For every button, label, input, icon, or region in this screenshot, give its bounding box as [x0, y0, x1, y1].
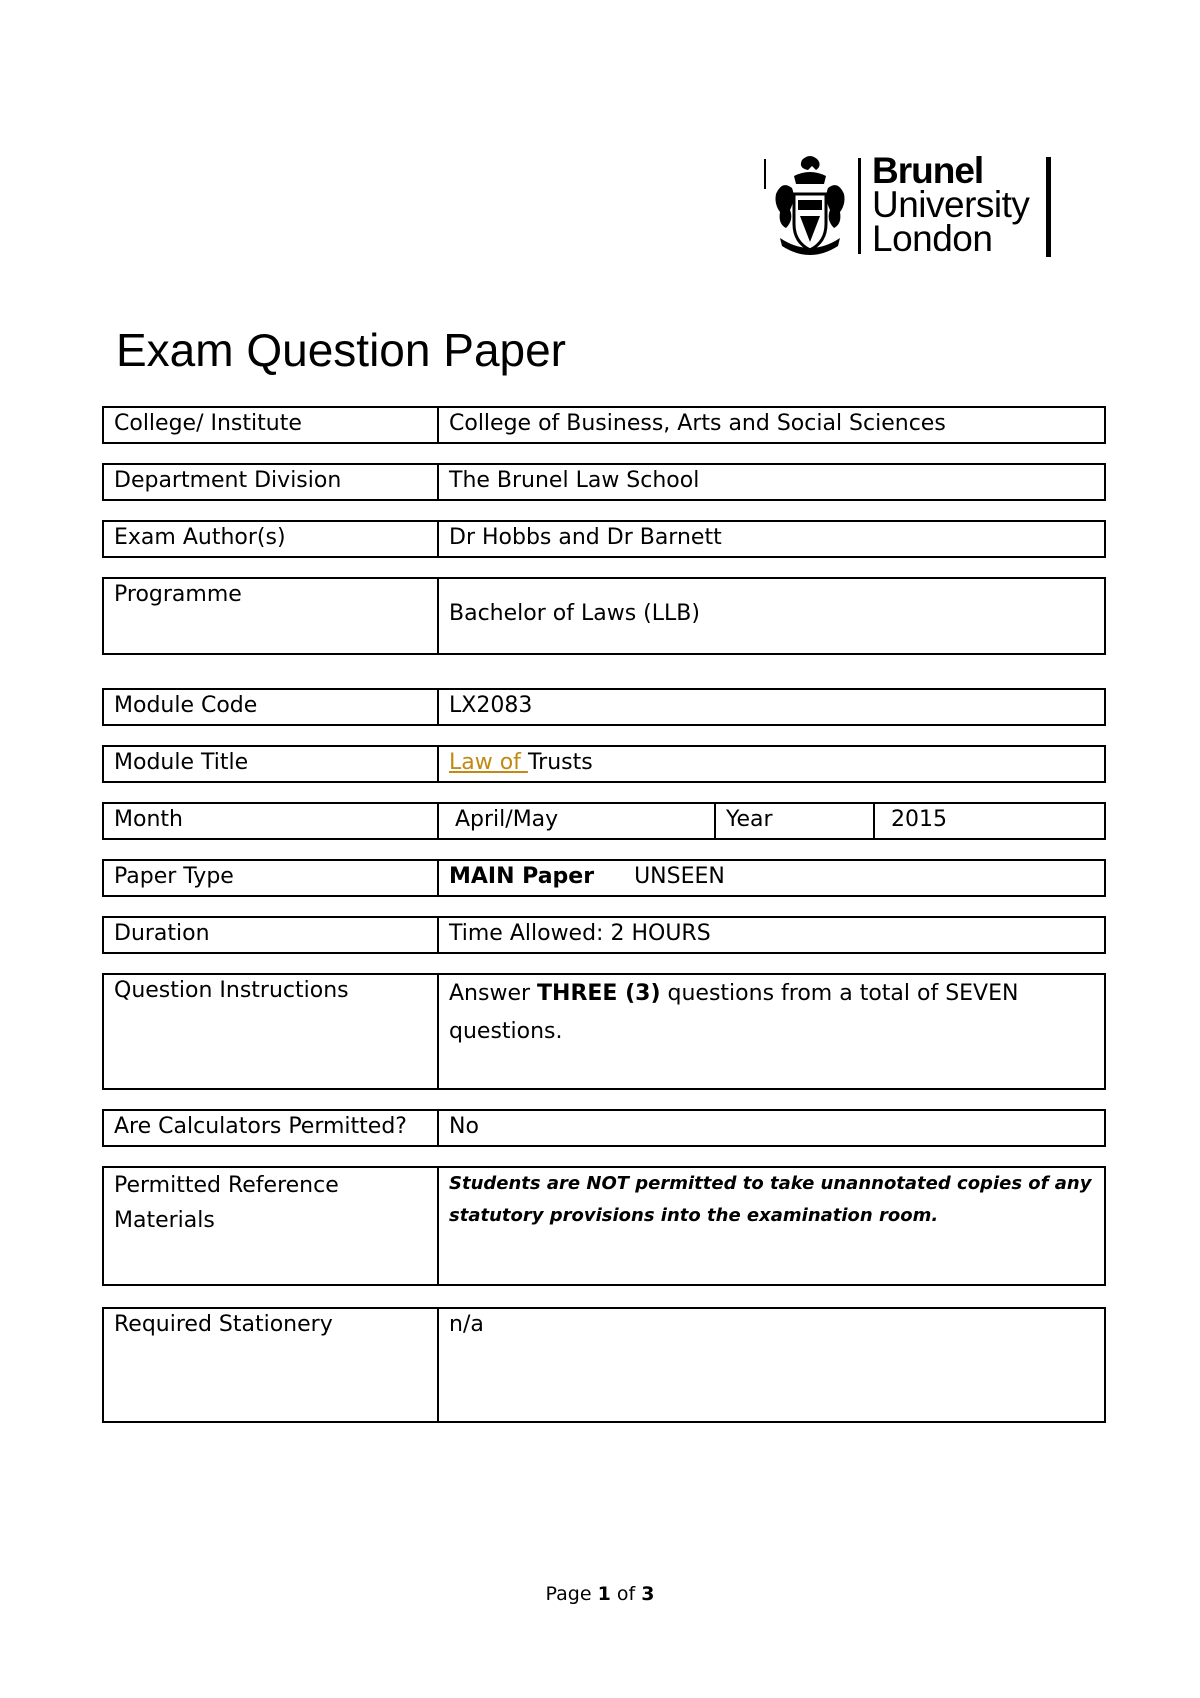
college-value: College of Business, Arts and Social Sciences — [449, 411, 946, 436]
logo-text — [872, 150, 1030, 259]
instructions-label: Question Instructions — [104, 975, 439, 1088]
year-label: Year — [716, 804, 875, 838]
stationery-label: Required Stationery — [104, 1309, 439, 1421]
footer-page-word: Page — [545, 1583, 592, 1605]
reference-label: Permitted Reference Materials — [104, 1168, 439, 1284]
logo-line-2: University — [872, 184, 1030, 225]
logo-left-bar — [764, 159, 766, 189]
duration-row — [102, 916, 1106, 954]
module-title-row — [102, 745, 1106, 783]
calculators-value: No — [449, 1114, 479, 1139]
module-title-link[interactable]: Law of — [449, 750, 528, 775]
paper-type-unseen: UNSEEN — [634, 864, 725, 889]
reference-value: Students are NOT permitted to take unannotated copies of any statutory provisions into the examination room. — [449, 1173, 1092, 1226]
calculators-label: Are Calculators Permitted? — [104, 1111, 439, 1145]
paper-type-row — [102, 859, 1106, 897]
footer-total-pages: 3 — [641, 1583, 655, 1605]
instructions-bold: THREE (3) — [537, 981, 661, 1006]
author-label: Exam Author(s) — [104, 522, 439, 556]
logo-separator — [858, 158, 861, 254]
college-label: College/ Institute — [104, 408, 439, 442]
page-footer — [0, 1583, 1200, 1605]
module-title-label: Module Title — [104, 747, 439, 781]
duration-value: Time Allowed: 2 HOURS — [449, 921, 711, 946]
instructions-row — [102, 973, 1106, 1090]
programme-label: Programme — [104, 579, 439, 653]
module-code-label: Module Code — [104, 690, 439, 724]
month-label: Month — [104, 804, 439, 838]
author-row — [102, 520, 1106, 558]
footer-current-page: 1 — [597, 1583, 611, 1605]
programme-value: Bachelor of Laws (LLB) — [449, 601, 700, 626]
month-row — [102, 802, 1106, 840]
instructions-pre: Answer — [449, 981, 538, 1006]
duration-label: Duration — [104, 918, 439, 952]
paper-type-value — [439, 861, 1104, 895]
reference-row — [102, 1166, 1106, 1286]
module-title-rest: Trusts — [527, 750, 593, 775]
department-row — [102, 463, 1106, 501]
month-value: April/May — [439, 804, 716, 838]
paper-type-label: Paper Type — [104, 861, 439, 895]
college-row — [102, 406, 1106, 444]
module-code-row — [102, 688, 1106, 726]
paper-type-main: MAIN Paper — [449, 864, 595, 889]
brunel-logo — [762, 150, 1052, 259]
stationery-row — [102, 1307, 1106, 1423]
programme-row — [102, 577, 1106, 655]
year-value: 2015 — [891, 807, 947, 832]
logo-line-3: London — [872, 218, 993, 259]
logo-line-1: Brunel — [872, 150, 984, 191]
footer-of-word: of — [616, 1583, 636, 1605]
module-code-value: LX2083 — [449, 693, 533, 718]
logo-right-bar — [1046, 157, 1051, 257]
instructions-post: questions from a total of SEVEN questions. — [449, 981, 1019, 1044]
crest-icon — [772, 154, 848, 258]
page-title: Exam Question Paper — [116, 324, 567, 376]
stationery-value: n/a — [449, 1312, 484, 1337]
author-value: Dr Hobbs and Dr Barnett — [449, 525, 722, 550]
calculators-row — [102, 1109, 1106, 1147]
department-value: The Brunel Law School — [449, 468, 700, 493]
module-title-value — [439, 747, 1104, 781]
instructions-value — [439, 975, 1104, 1088]
department-label: Department Division — [104, 465, 439, 499]
